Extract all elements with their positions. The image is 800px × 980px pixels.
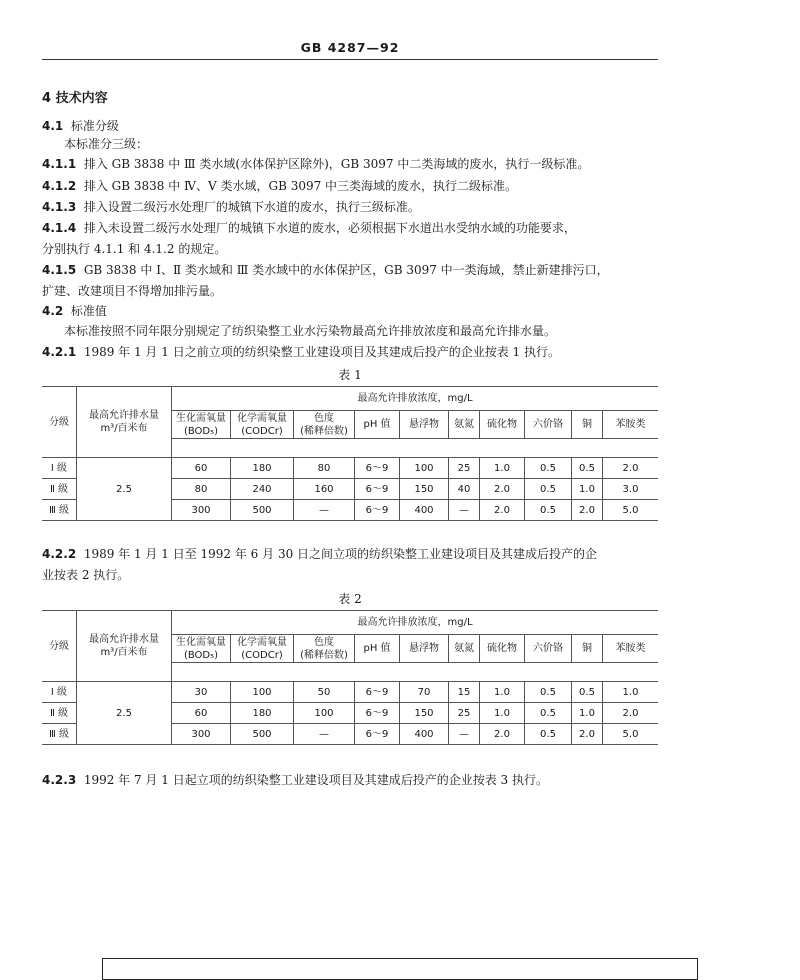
paragraph: 本标准分三级： bbox=[64, 137, 149, 151]
cell-cr6: 0.5 bbox=[525, 682, 572, 703]
cell-color: 50 bbox=[294, 682, 355, 703]
cell-sulfide: 2.0 bbox=[480, 479, 525, 500]
header-nh3: 氨氮 bbox=[449, 411, 480, 439]
header-concentration: 最高允许排放浓度，mg/L bbox=[172, 387, 659, 411]
clause-4-2-3 bbox=[42, 772, 548, 788]
cell-color: 160 bbox=[294, 479, 355, 500]
cell-cr6: 0.5 bbox=[525, 479, 572, 500]
cell-aniline: 3.0 bbox=[603, 479, 659, 500]
clause-number: 4.2.3 bbox=[42, 773, 77, 787]
cell-cu: 1.0 bbox=[572, 703, 603, 724]
cell-aniline: 2.0 bbox=[603, 458, 659, 479]
cell-cod: 100 bbox=[231, 682, 294, 703]
cell-cr6: 0.5 bbox=[525, 724, 572, 745]
clause-text: 1989 年 1 月 1 日之前立项的纺织染整工业建设项目及其建成后投产的企业按表 1 执行。 bbox=[83, 345, 560, 359]
header-color-line1: 色度 bbox=[314, 636, 334, 648]
header-rule bbox=[42, 59, 658, 60]
header-ss: 悬浮物 bbox=[400, 635, 449, 663]
header-color bbox=[294, 635, 355, 663]
cell-nh3: 25 bbox=[449, 703, 480, 724]
header-cu: 铜 bbox=[572, 635, 603, 663]
cell-grade: Ⅰ 级 bbox=[42, 682, 77, 703]
header-cod-line1: 化学需氧量 bbox=[237, 636, 287, 648]
header-cod bbox=[231, 411, 294, 439]
cell-cu: 2.0 bbox=[572, 500, 603, 521]
header-bod bbox=[172, 635, 231, 663]
clause-4-1-2 bbox=[42, 178, 517, 194]
header-drain-line1: 最高允许排水量 bbox=[89, 634, 159, 645]
paragraph: 本标准按照不同年限分别规定了纺织染整工业水污染物最高允许排放浓度和最高允许排水量。 bbox=[64, 324, 557, 338]
paragraph: 扩建、改建项目不得增加排污量。 bbox=[42, 284, 223, 298]
header-sulfide: 硫化物 bbox=[480, 635, 525, 663]
cell-sulfide: 2.0 bbox=[480, 724, 525, 745]
cell-nh3: 25 bbox=[449, 458, 480, 479]
clause-4-1-3 bbox=[42, 199, 420, 215]
clause-number: 4.2.1 bbox=[42, 345, 77, 359]
cell-nh3: 40 bbox=[449, 479, 480, 500]
header-color-line2: (稀释倍数) bbox=[300, 425, 348, 437]
header-grade: 分级 bbox=[42, 611, 77, 682]
cell-aniline: 5.0 bbox=[603, 724, 659, 745]
cell-bod: 30 bbox=[172, 682, 231, 703]
table-2 bbox=[42, 610, 658, 745]
clause-4-1-5 bbox=[42, 262, 609, 278]
header-bod-line1: 生化需氧量 bbox=[176, 636, 226, 648]
clause-text: GB 3838 中 Ⅰ、Ⅱ 类水域和 Ⅲ 类水域中的水体保护区，GB 3097 中一类海域，禁止新建排污口， bbox=[83, 263, 609, 277]
header-cr6: 六价铬 bbox=[525, 411, 572, 439]
header-drain bbox=[77, 611, 172, 682]
cell-cu: 1.0 bbox=[572, 479, 603, 500]
cell-ss: 70 bbox=[400, 682, 449, 703]
header-aniline: 苯胺类 bbox=[603, 635, 659, 663]
header-ph: pH 值 bbox=[355, 635, 400, 663]
cell-ss: 100 bbox=[400, 458, 449, 479]
header-cod-line2: (CODCr) bbox=[241, 425, 283, 437]
header-nh3: 氨氮 bbox=[449, 635, 480, 663]
table-row bbox=[42, 682, 658, 703]
cell-bod: 60 bbox=[172, 703, 231, 724]
cell-nh3: — bbox=[449, 500, 480, 521]
clause-text: 排入 GB 3838 中 Ⅳ、Ⅴ 类水域，GB 3097 中三类海域的废水，执行二级标准。 bbox=[83, 179, 518, 193]
cell-bod: 60 bbox=[172, 458, 231, 479]
cell-aniline: 5.0 bbox=[603, 500, 659, 521]
header-cod bbox=[231, 635, 294, 663]
clause-number: 4.2 bbox=[42, 304, 64, 318]
header-bod-line2: (BOD₅) bbox=[183, 425, 219, 437]
clause-number: 4.2.2 bbox=[42, 547, 77, 561]
table-2-caption: 表 2 bbox=[338, 592, 362, 606]
header-color bbox=[294, 411, 355, 439]
cell-bod: 300 bbox=[172, 724, 231, 745]
cell-grade: Ⅲ 级 bbox=[42, 724, 77, 745]
header-ph: pH 值 bbox=[355, 411, 400, 439]
cell-color: — bbox=[294, 500, 355, 521]
cell-grade: Ⅲ 级 bbox=[42, 500, 77, 521]
cell-cu: 2.0 bbox=[572, 724, 603, 745]
clause-4-2-2 bbox=[42, 546, 597, 562]
cell-ss: 150 bbox=[400, 479, 449, 500]
clause-4-1 bbox=[42, 118, 119, 134]
cell-nh3: — bbox=[449, 724, 480, 745]
clause-text: 排入 GB 3838 中 Ⅲ 类水域(水体保护区除外)，GB 3097 中二类海域的废水，执行一级标准。 bbox=[83, 157, 590, 171]
cell-bod: 80 bbox=[172, 479, 231, 500]
cell-ph: 6～9 bbox=[355, 703, 400, 724]
paragraph: 业按表 2 执行。 bbox=[42, 568, 130, 582]
table-1-caption: 表 1 bbox=[338, 368, 362, 382]
header-cu: 铜 bbox=[572, 411, 603, 439]
cell-cod: 180 bbox=[231, 458, 294, 479]
cell-ss: 150 bbox=[400, 703, 449, 724]
clause-number: 4.1.2 bbox=[42, 179, 77, 193]
clause-4-2-1 bbox=[42, 344, 560, 360]
clause-text: 标准值 bbox=[70, 304, 107, 318]
running-header: GB 4287—92 bbox=[300, 40, 400, 55]
cell-color: 80 bbox=[294, 458, 355, 479]
cell-ph: 6～9 bbox=[355, 682, 400, 703]
header-aniline: 苯胺类 bbox=[603, 411, 659, 439]
header-drain-line1: 最高允许排水量 bbox=[89, 410, 159, 421]
cell-nh3: 15 bbox=[449, 682, 480, 703]
cell-ph: 6～9 bbox=[355, 724, 400, 745]
table-row bbox=[42, 458, 658, 479]
clause-text: 排入未设置二级污水处理厂的城镇下水道的废水，必须根据下水道出水受纳水域的功能要求， bbox=[83, 221, 576, 235]
cell-cod: 500 bbox=[231, 724, 294, 745]
clause-text: 排入设置二级污水处理厂的城镇下水道的废水，执行三级标准。 bbox=[83, 200, 420, 214]
cell-drain: 2.5 bbox=[77, 458, 172, 521]
header-bod-line2: (BOD₅) bbox=[183, 649, 219, 661]
cell-cr6: 0.5 bbox=[525, 458, 572, 479]
clause-number: 4.1.3 bbox=[42, 200, 77, 214]
cell-grade: Ⅱ 级 bbox=[42, 703, 77, 724]
clause-text: 1992 年 7 月 1 日起立项的纺织染整工业建设项目及其建成后投产的企业按表 3 执行。 bbox=[83, 773, 548, 787]
cell-grade: Ⅱ 级 bbox=[42, 479, 77, 500]
clause-number: 4.1.1 bbox=[42, 157, 77, 171]
cell-ph: 6～9 bbox=[355, 500, 400, 521]
header-cod-line2: (CODCr) bbox=[241, 649, 283, 661]
clause-number: 4.1 bbox=[42, 119, 64, 133]
section-title: 4 技术内容 bbox=[42, 91, 108, 106]
header-sulfide: 硫化物 bbox=[480, 411, 525, 439]
header-drain-line2: m³/百米布 bbox=[100, 423, 148, 434]
clause-number: 4.1.5 bbox=[42, 263, 77, 277]
cell-grade: Ⅰ 级 bbox=[42, 458, 77, 479]
cell-sulfide: 1.0 bbox=[480, 682, 525, 703]
cell-color: 100 bbox=[294, 703, 355, 724]
cell-color: — bbox=[294, 724, 355, 745]
table-3-frame bbox=[102, 958, 698, 980]
header-color-line2: (稀释倍数) bbox=[300, 649, 348, 661]
cell-sulfide: 1.0 bbox=[480, 458, 525, 479]
cell-cr6: 0.5 bbox=[525, 703, 572, 724]
cell-aniline: 1.0 bbox=[603, 682, 659, 703]
header-concentration: 最高允许排放浓度，mg/L bbox=[172, 611, 659, 635]
paragraph: 分别执行 4.1.1 和 4.1.2 的规定。 bbox=[42, 242, 227, 256]
header-cr6: 六价铬 bbox=[525, 635, 572, 663]
clause-text: 1989 年 1 月 1 日至 1992 年 6 月 30 日之间立项的纺织染整工业建设项目及其建成后投产的企 bbox=[83, 547, 598, 561]
header-bod-line1: 生化需氧量 bbox=[176, 412, 226, 424]
header-drain-line2: m³/百米布 bbox=[100, 647, 148, 658]
clause-text: 标准分级 bbox=[70, 119, 119, 133]
clause-4-1-1 bbox=[42, 156, 589, 172]
cell-ph: 6～9 bbox=[355, 479, 400, 500]
header-bod bbox=[172, 411, 231, 439]
cell-bod: 300 bbox=[172, 500, 231, 521]
cell-cod: 240 bbox=[231, 479, 294, 500]
cell-ph: 6～9 bbox=[355, 458, 400, 479]
clause-number: 4.1.4 bbox=[42, 221, 77, 235]
cell-ss: 400 bbox=[400, 724, 449, 745]
cell-cu: 0.5 bbox=[572, 458, 603, 479]
header-ss: 悬浮物 bbox=[400, 411, 449, 439]
header-drain bbox=[77, 387, 172, 458]
cell-drain: 2.5 bbox=[77, 682, 172, 745]
cell-cod: 180 bbox=[231, 703, 294, 724]
cell-sulfide: 1.0 bbox=[480, 703, 525, 724]
cell-cr6: 0.5 bbox=[525, 500, 572, 521]
header-color-line1: 色度 bbox=[314, 412, 334, 424]
cell-ss: 400 bbox=[400, 500, 449, 521]
cell-aniline: 2.0 bbox=[603, 703, 659, 724]
header-cod-line1: 化学需氧量 bbox=[237, 412, 287, 424]
cell-cod: 500 bbox=[231, 500, 294, 521]
cell-cu: 0.5 bbox=[572, 682, 603, 703]
clause-4-2 bbox=[42, 303, 107, 319]
cell-sulfide: 2.0 bbox=[480, 500, 525, 521]
header-grade: 分级 bbox=[42, 387, 77, 458]
clause-4-1-4 bbox=[42, 220, 576, 236]
table-1 bbox=[42, 386, 658, 521]
